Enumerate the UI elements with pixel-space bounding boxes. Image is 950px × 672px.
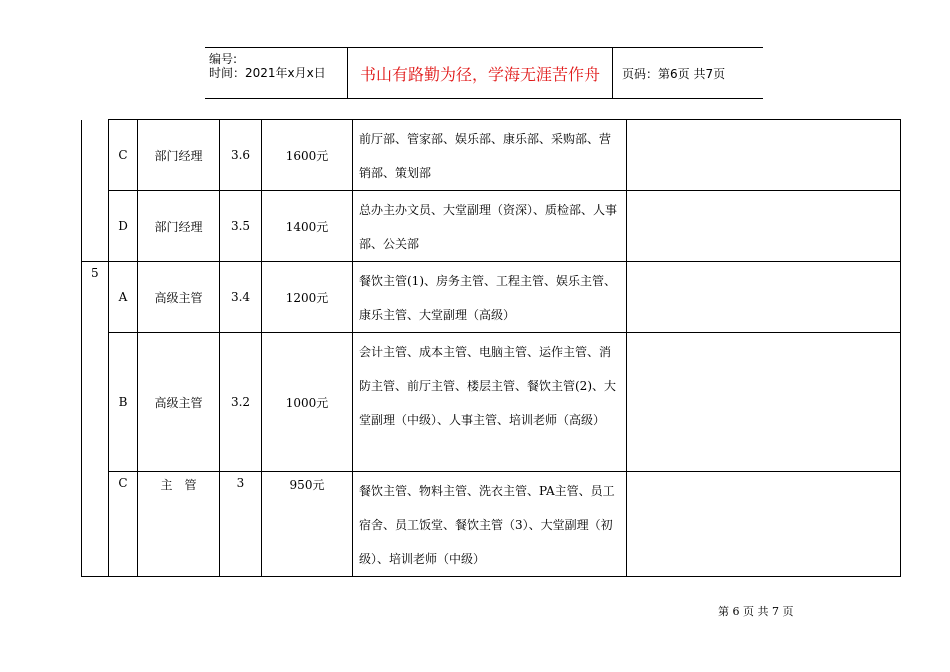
header-left-cell [205,48,347,98]
header-motto: 书山有路勤为径，学海无涯苦作舟 [359,64,600,84]
position-cell: 主 管 [138,472,220,577]
salary-cell: 1400元 [262,191,353,262]
table-row [82,120,901,191]
level-cell: A [109,262,138,333]
salary-cell: 950元 [262,472,353,577]
grade-cell [82,191,109,262]
table-row [82,333,901,472]
header-page-number: 页码：第6页 共7页 [622,66,726,81]
coefficient-cell: 3 [220,472,262,577]
position-cell: 部门经理 [138,191,220,262]
page-header [205,47,763,99]
salary-cell: 1200元 [262,262,353,333]
grade-label: 5 [91,266,99,280]
note-cell [627,120,901,191]
level-cell: B [109,333,138,472]
departments-cell: 餐饮主管(1)、房务主管、工程主管、娱乐主管、康乐主管、大堂副理（高级） [353,262,627,333]
salary-cell: 1000元 [262,333,353,472]
coefficient-cell: 3.2 [220,333,262,472]
document-number-label: 编号: [209,52,238,66]
header-right-cell [612,48,763,98]
departments-cell: 总办主办文员、大堂副理（资深）、质检部、人事部、公关部 [353,191,627,262]
note-cell [627,333,901,472]
note-cell [627,191,901,262]
level-cell: D [109,191,138,262]
page-footer: 第 6 页 共 7 页 [718,605,794,618]
grade-cell [82,262,109,577]
position-cell: 高级主管 [138,262,220,333]
grade-cell [82,120,109,191]
coefficient-cell: 3.6 [220,120,262,191]
level-cell: C [109,472,138,577]
note-cell [627,472,901,577]
position-cell: 高级主管 [138,333,220,472]
salary-grade-table [81,119,901,577]
salary-cell: 1600元 [262,120,353,191]
position-cell: 部门经理 [138,120,220,191]
header-center-cell [347,48,613,98]
departments-cell: 餐饮主管、物料主管、洗衣主管、PA主管、员工宿舍、员工饭堂、餐饮主管（3）、大堂副理（初级）、培训老师（中级） [353,472,627,577]
level-cell: C [109,120,138,191]
departments-cell: 会计主管、成本主管、电脑主管、运作主管、消防主管、前厅主管、楼层主管、餐饮主管(2)、大堂副理（中级）、人事主管、培训老师（高级） [353,333,627,472]
coefficient-cell: 3.5 [220,191,262,262]
table-row [82,191,901,262]
coefficient-cell: 3.4 [220,262,262,333]
document-time-label: 时间：2021年x月x日 [209,66,326,80]
note-cell [627,262,901,333]
table-row [82,262,901,333]
departments-cell: 前厅部、管家部、娱乐部、康乐部、采购部、营销部、策划部 [353,120,627,191]
table-row [82,472,901,577]
